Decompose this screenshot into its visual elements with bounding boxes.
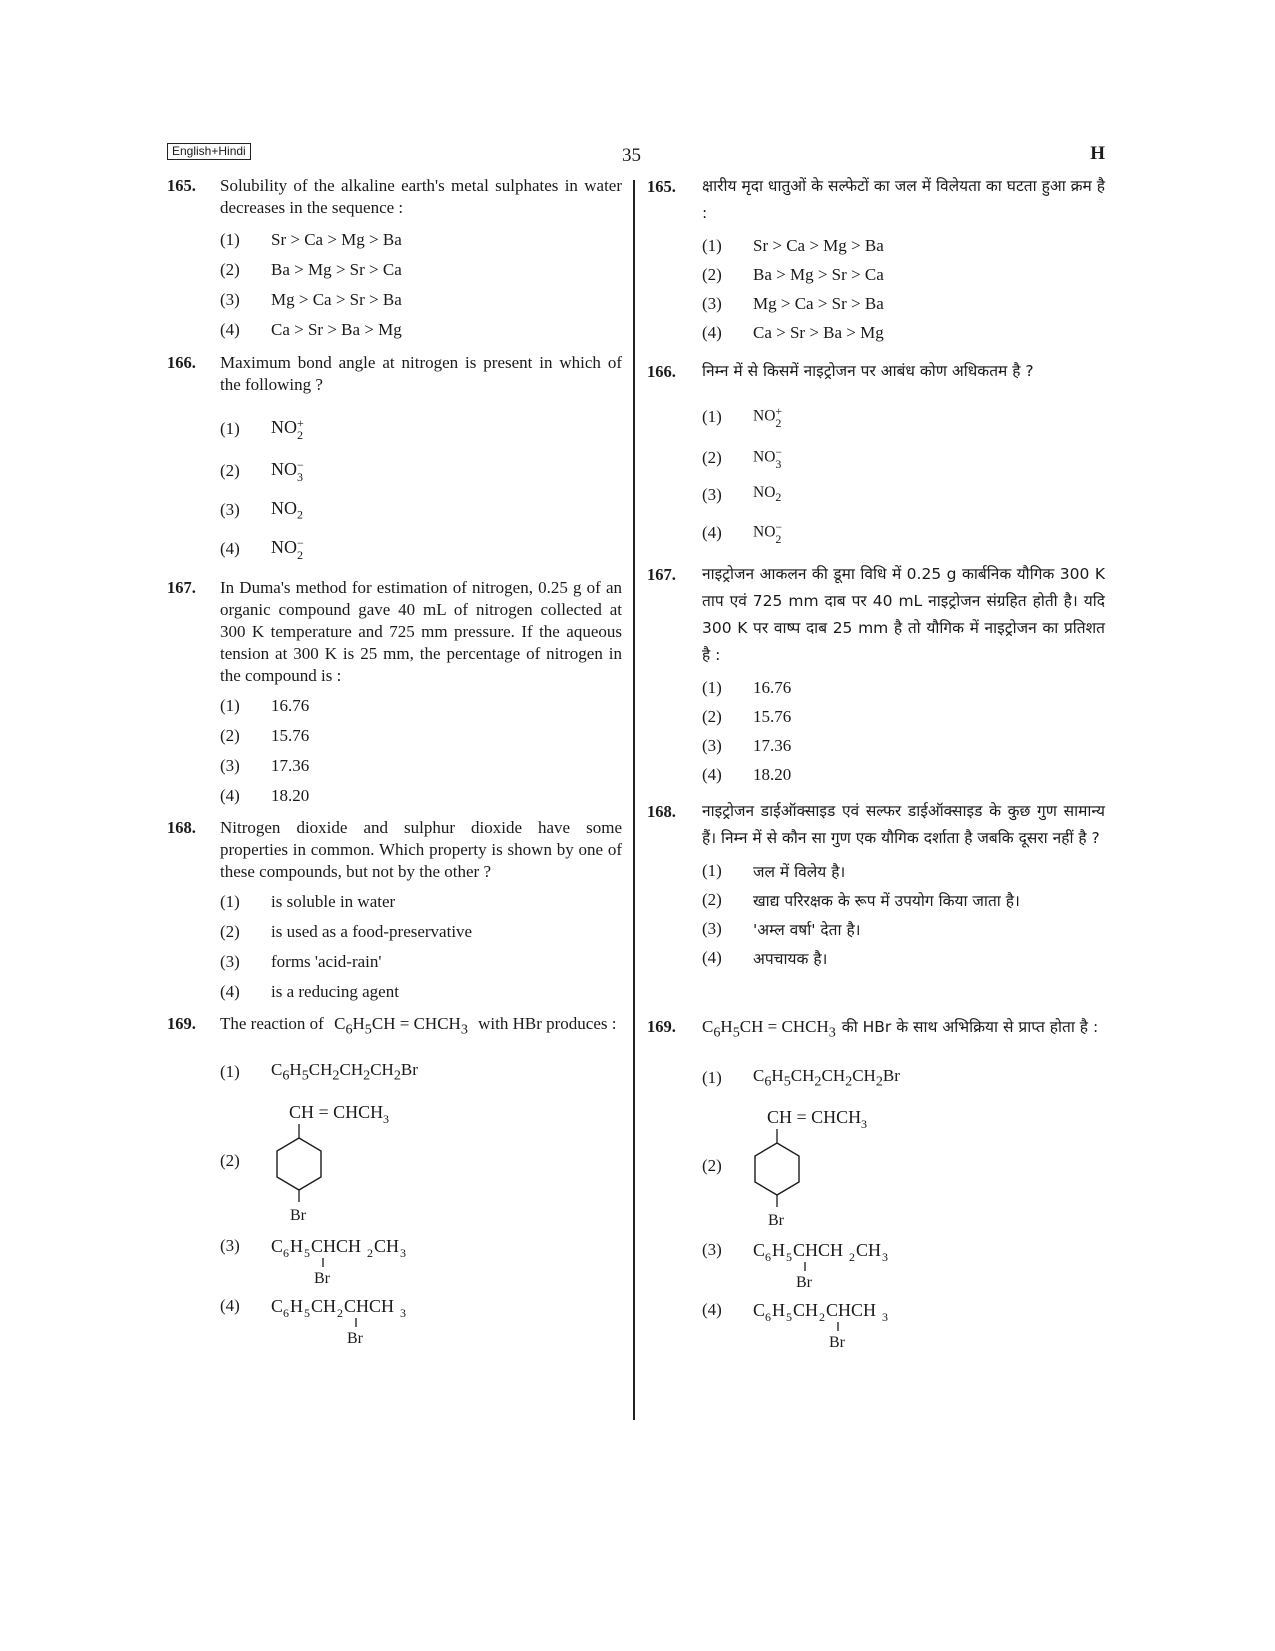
option-1[interactable]: (1) Sr > Ca > Mg > Ba [702,235,884,255]
svg-text:3: 3 [882,1310,888,1325]
language-badge: English+Hindi [167,143,251,160]
series-code: H [1090,143,1105,164]
option-4[interactable]: (4) C 6 H 5 CH 2 CHCH 3 Br [220,1290,622,1350]
question-text: In Duma's method for estimation of nitrogen, 0.25 g of an organic compound gave 40 mL of nitrogen collected at 300 K temperature and 725 mm pressure. If the aqueous tension at 300 K is 25 mm, the percentage of nitrogen in the compound is : [220,578,622,685]
option-2[interactable]: (2) खाद्य परिरक्षक के रूप में उपयोग किया जाता है। [702,889,1020,910]
svg-text:CHCH: CHCH [793,1240,844,1261]
question-text: Maximum bond angle at nitrogen is present in which of the following ? [220,353,622,394]
question-text: क्षारीय मृदा धातुओं के सल्फेटों का जल में विलेयता का घटता हुआ क्रम है : [702,177,1105,222]
svg-text:5: 5 [304,1306,310,1321]
question-169 [167,1013,622,1350]
bromobenzene-propenyl-structure [753,1101,903,1231]
option-3[interactable]: (3) C 6 H 5 CHCH 2 CH 3 Br [220,1230,622,1290]
option-2[interactable]: (2) NO − 3 [220,458,304,484]
options [220,887,622,1007]
options [702,856,1105,972]
option-4[interactable]: (4) NO − 2 [702,520,783,546]
formula-1: $C_6H_5CH_2CH_2CH_2Br$ [271,1060,418,1084]
svg-text:CH: CH [374,1236,400,1257]
svg-text:C: C [271,1296,284,1317]
option-1[interactable]: (1) NO + 2 [702,404,783,430]
reactant-formula: $C_6H_5CH$ = $CHCH_3$ [702,1017,836,1041]
option-1[interactable]: (1) is soluble in water [220,892,396,911]
option-2[interactable]: (2) 15.76 [702,706,792,726]
svg-text:Br: Br [829,1334,845,1351]
option-3[interactable]: (3) 17.36 [220,756,310,775]
option-3[interactable]: (3) 17.36 [702,735,792,755]
options [702,395,1105,553]
options [220,691,622,811]
option-1[interactable]: (1) जल में विलेय है। [702,860,846,881]
svg-text:CH = CHCH: CH = CHCH [289,1102,384,1123]
svg-text:6: 6 [283,1306,289,1321]
svg-text:Br: Br [347,1330,363,1347]
option-4[interactable]: (4) Ca > Sr > Ba > Mg [702,322,884,342]
option-1[interactable]: (1) $C_6H_5CH_2CH_2CH_2Br$ [220,1060,418,1084]
formula-4 [753,1294,923,1350]
option-2[interactable]: (2) CH = CHCH 3 Br [702,1098,1105,1234]
svg-text:Br: Br [314,1270,330,1287]
option-4[interactable]: (4) NO − 2 [220,536,304,562]
option-3[interactable]: (3) forms 'acid-rain' [220,952,382,971]
option-3[interactable]: (3) C 6 H 5 CHCH 2 CH 3 Br [702,1234,1105,1294]
option-2[interactable]: (2) CH = CHCH 3 Br [220,1092,622,1230]
svg-text:2: 2 [819,1310,825,1325]
question-167-hindi [647,561,1105,789]
formula-4 [271,1290,441,1346]
svg-text:2: 2 [367,1246,373,1261]
page-header [167,140,1105,170]
svg-text:3: 3 [400,1306,406,1321]
svg-text:CH: CH [856,1240,882,1261]
option-4[interactable]: (4) Ca > Sr > Ba > Mg [220,320,402,339]
question-169-hindi [647,1013,1105,1354]
question-166-hindi [647,358,1105,553]
svg-text:6: 6 [283,1246,289,1261]
option-4[interactable]: (4) 18.20 [702,764,792,784]
options [220,408,622,570]
svg-text:CH: CH [311,1296,337,1317]
svg-text:5: 5 [786,1250,792,1265]
question-number: 169. [167,1014,196,1033]
svg-text:CHCH: CHCH [344,1296,395,1317]
svg-text:CHCH: CHCH [311,1236,362,1257]
question-number: 167. [647,565,676,584]
question-number: 165. [647,177,676,196]
option-2[interactable]: (2) Ba > Mg > Sr > Ca [220,260,402,279]
option-4[interactable]: (4) अपचायक है। [702,947,828,968]
question-number: 168. [647,802,676,821]
formula-3 [753,1234,923,1290]
question-number: 166. [167,353,196,372]
question-165-hindi [647,173,1105,347]
svg-text:3: 3 [861,1117,867,1132]
option-1[interactable]: (1) Sr > Ca > Mg > Ba [220,230,402,249]
options [702,1058,1105,1354]
question-text: नाइट्रोजन डाईऑक्साइड एवं सल्फर डाईऑक्साइड के कुछ गुण सामान्य हैं। निम्न में से कौन सा गुण एक यौगिक दर्शाता है जबकि दूसरा नहीं है ? [702,802,1105,847]
svg-text:2: 2 [849,1250,855,1265]
svg-text:3: 3 [882,1250,888,1265]
question-text: नाइट्रोजन आकलन की डूमा विधि में 0.25 g कार्बनिक यौगिक 300 K ताप एवं 725 mm दाब पर 40 mL नाइट्रोजन संग्रहित होती है। यदि 300 K पर वाष्प दाब 25 mm है तो यौगिक में नाइट्रोजन का प्रतिशत है : [702,565,1105,664]
bromobenzene-propenyl-structure [271,1096,421,1226]
option-2[interactable]: (2) is used as a food-preservative [220,922,473,941]
svg-text:3: 3 [383,1112,389,1127]
question-number: 165. [167,176,196,195]
question-168-hindi [647,798,1105,972]
svg-text:Br: Br [290,1207,306,1225]
option-3[interactable]: (3) Mg > Ca > Sr > Ba [220,290,402,309]
option-3[interactable]: (3) 'अम्ल वर्षा' देता है। [702,918,861,939]
svg-text:H: H [290,1296,303,1317]
option-2[interactable]: (2) NO − 3 [702,445,783,471]
question-text: Nitrogen dioxide and sulphur dioxide have some properties in common. Which property is shown by one of these compounds, but not by the other ? [220,818,622,881]
option-3[interactable]: (3) Mg > Ca > Sr > Ba [702,293,884,313]
reactant-formula: $C_6H_5CH$ = $CHCH_3$ [334,1014,468,1038]
question-text: $C_6H_5CH$ = $CHCH_3$ की HBr के साथ अभिक्रिया से प्राप्त होता है : [702,1017,1099,1041]
svg-text:6: 6 [765,1310,771,1325]
question-168 [167,817,622,1007]
question-165 [167,175,622,345]
svg-text:H: H [772,1300,785,1321]
svg-text:2: 2 [337,1306,343,1321]
formula-3 [271,1230,441,1286]
question-number: 166. [647,362,676,381]
svg-text:H: H [772,1240,785,1261]
svg-text:Br: Br [796,1274,812,1291]
svg-text:C: C [753,1300,766,1321]
page-number: 35 [622,145,641,166]
question-text: निम्न में से किसमें नाइट्रोजन पर आबंध कोण अधिकतम है ? [702,362,1034,380]
question-text: Solubility of the alkaline earth's metal sulphates in water decreases in the sequence : [220,176,622,217]
svg-text:H: H [290,1236,303,1257]
option-1[interactable]: (1) 16.76 [702,677,792,697]
svg-text:5: 5 [304,1246,310,1261]
options [702,673,1105,789]
question-text: The reaction of $C_6H_5CH$ = $CHCH_3$ with HBr produces : [220,1014,617,1038]
question-166 [167,352,622,570]
option-1[interactable]: (1) NO + 2 [220,416,304,442]
option-2[interactable]: (2) 15.76 [220,726,310,745]
svg-text:3: 3 [400,1246,406,1261]
formula-1: $C_6H_5CH_2CH_2CH_2Br$ [753,1066,900,1090]
option-4[interactable]: (4) is a reducing agent [220,982,399,1001]
svg-text:5: 5 [786,1310,792,1325]
option-4[interactable]: (4) C 6 H 5 CH 2 CHCH 3 Br [702,1294,1105,1354]
option-3[interactable]: (3) $NO_2$ [220,497,303,522]
options [220,225,622,345]
svg-text:C: C [271,1236,284,1257]
svg-text:6: 6 [765,1250,771,1265]
question-number: 167. [167,578,196,597]
option-2[interactable]: (2) Ba > Mg > Sr > Ca [702,264,884,284]
options [702,231,1105,347]
column-divider [633,180,635,1420]
question-167 [167,577,622,811]
option-4[interactable]: (4) 18.20 [220,786,310,805]
option-1[interactable]: (1) 16.76 [220,696,310,715]
question-number: 169. [647,1017,676,1036]
svg-text:CH = CHCH: CH = CHCH [767,1107,862,1128]
svg-text:CHCH: CHCH [826,1300,877,1321]
svg-text:Br: Br [768,1212,784,1230]
options [220,1052,622,1350]
option-3[interactable]: (3) $NO_2$ [702,484,782,505]
question-number: 168. [167,818,196,837]
svg-text:CH: CH [793,1300,819,1321]
svg-text:C: C [753,1240,766,1261]
option-1[interactable]: (1) $C_6H_5CH_2CH_2CH_2Br$ [702,1066,900,1090]
